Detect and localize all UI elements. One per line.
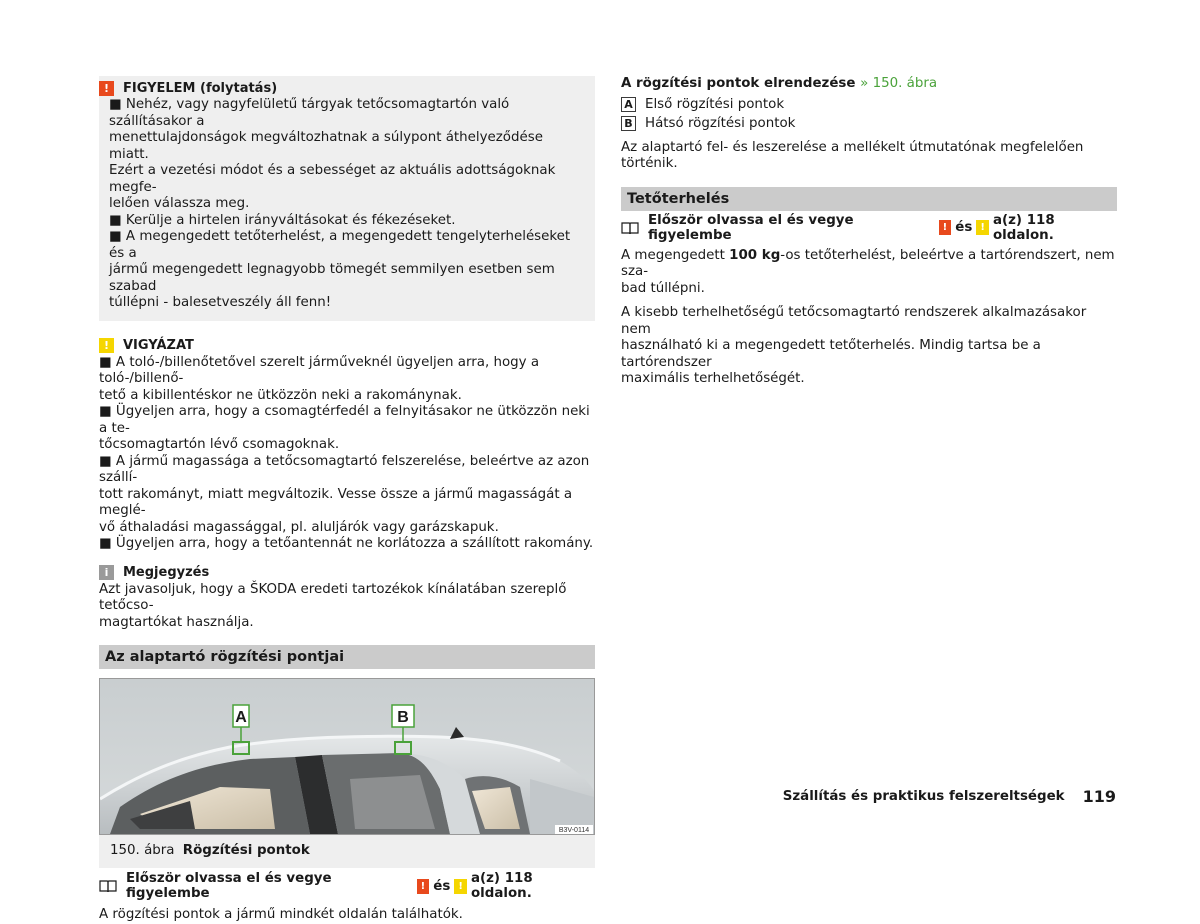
warning-ref-icon: ! (417, 879, 430, 894)
warning-ref-icon: ! (939, 220, 952, 235)
layout-heading: A rögzítési pontok elrendezése (621, 76, 856, 91)
figure-code: B3V-0114 (558, 827, 590, 834)
caution-box (99, 337, 595, 553)
note-line: magtartókat használja. (99, 614, 254, 630)
note-line: Azt javasoljuk, hogy a ŠKODA eredeti tartozékok kínálatában szereplő tetőcso- (99, 581, 567, 613)
warning-line: ■ Nehéz, vagy nagyfelületű tárgyak tetőcsomagtartón való szállításakor a (109, 97, 510, 129)
warning-title: FIGYELEM (folytatás) (123, 80, 278, 96)
warning-text (99, 97, 583, 312)
car-roof-drawing (100, 679, 594, 834)
read-first-text: Először olvassa el és vegye figyelembe (126, 871, 332, 901)
page-footer (783, 787, 1116, 806)
figure-number: 150. ábra (110, 843, 175, 858)
warning-box (99, 76, 595, 321)
caution-line: ■ Ügyeljen arra, hogy a csomagtérfedél a felnyitásakor ne ütközzön neki a te- (99, 404, 590, 436)
chapter-title: Szállítás és praktikus felszereltségek (782, 789, 1065, 804)
read-first-line (621, 212, 1117, 243)
caution-ref-icon: ! (976, 220, 989, 235)
left-column (99, 76, 595, 924)
legend-text: Első rögzítési pontok (645, 96, 785, 112)
caution-title: VIGYÁZAT (123, 338, 194, 353)
figure-150 (99, 678, 595, 868)
read-first-page-link[interactable]: a(z) 118 oldalon. (470, 871, 533, 901)
caution-line: ■ A jármű magassága a tetőcsomagtartó felszerelése, beleértve az azon szállí- (99, 453, 590, 485)
figure-title: Rögzítési pontok (182, 843, 310, 858)
max-load-line: használható ki a megengedett tetőterhelés. Mindig tartsa be a tartórendszer (621, 338, 1041, 370)
section-heading-roof-load (621, 187, 1117, 211)
load-text-prefix: A megengedett (621, 247, 730, 263)
section-title: Az alaptartó rögzítési pontjai (105, 649, 345, 665)
warning-line: Ezért a vezetési módot és a sebességet az aktuális adottságoknak megfe- (109, 163, 556, 195)
read-first-and: és (955, 220, 973, 235)
legend-item (621, 114, 1117, 134)
caution-ref-icon: ! (454, 879, 467, 894)
car-roof-illustration (99, 678, 595, 835)
legend-text: Hátsó rögzítési pontok (645, 116, 796, 132)
section-title: Tetőterhelés (627, 190, 730, 207)
warning-line: ■ A megengedett tetőterhelést, a megengedett tengelyterheléseket és a (109, 229, 571, 261)
warning-title-row (99, 79, 583, 97)
legend-key: B (621, 116, 636, 131)
caution-line: tető a kibillentéskor ne ütközzön neki a rakománynak. (99, 387, 462, 403)
book-icon (99, 879, 117, 893)
note-title: Megjegyzés (123, 565, 210, 580)
book-icon (621, 221, 639, 235)
caution-text (99, 355, 595, 553)
right-column (621, 76, 1117, 388)
info-note-icon: i (99, 565, 114, 580)
read-first-and: és (433, 878, 451, 894)
section-heading-mount-points (99, 645, 595, 669)
load-text-line2: bad túllépni. (621, 280, 705, 296)
read-first-page-link[interactable]: a(z) 118 oldalon. (992, 212, 1055, 243)
warning-line: ■ Kerülje a hirtelen irányváltásokat és fékezéseket. (109, 212, 456, 228)
load-value: 100 kg (729, 247, 781, 263)
figure-caption (99, 835, 595, 867)
warning-line: lelően válassza meg. (109, 196, 250, 211)
note-title-row (99, 564, 595, 582)
caution-sign-icon: ! (99, 338, 114, 353)
figure-label-b: B (397, 709, 409, 726)
load-paragraph (621, 248, 1117, 298)
caution-line: tott rakományt, miatt megváltozik. Vesse össze a jármű magasságát a meglé- (99, 486, 573, 518)
load-text-suffix: -os tetőterhelést, beleértve a tartórendszert, nem sza- (621, 247, 1115, 279)
read-first-text: Először olvassa el és vegye figyelembe (648, 212, 854, 243)
page-number: 119 (1082, 787, 1116, 806)
caution-line: ■ A toló-/billenőtetővel szerelt járműveknél ügyeljen arra, hogy a toló-/billenő- (99, 354, 540, 386)
caution-title-row (99, 337, 595, 355)
max-load-line: maximális terhelhetőségét. (621, 371, 805, 386)
warning-line: menettulajdonságok megváltozhatnak a súlypont áthelyeződése miatt. (109, 130, 543, 162)
caution-line: ■ Ügyeljen arra, hogy a tetőantennát ne korlátozza a szállított rakomány. (99, 536, 594, 551)
legend-item (621, 95, 1117, 115)
legend-list (621, 95, 1117, 134)
read-first-line (99, 871, 595, 901)
warning-sign-icon: ! (99, 81, 114, 96)
note-text (99, 582, 595, 632)
caution-line: vő áthaladási magassággal, pl. aluljárók vagy garázskapuk. (99, 519, 499, 535)
mount-paragraph: Az alaptartó fel- és leszerelése a mellékelt útmutatónak megfelelően történik. (621, 139, 1084, 171)
figure-label-a: A (235, 709, 247, 726)
closing-paragraph: A rögzítési pontok a jármű mindkét oldalán találhatók. (99, 907, 463, 922)
legend-key: A (621, 97, 636, 112)
warning-line: jármű megengedett legnagyobb tömegét semmilyen esetben sem szabad (109, 262, 555, 294)
max-load-line: A kisebb terhelhetőségű tetőcsomagtartó rendszerek alkalmazásakor nem (621, 305, 1087, 337)
max-load-paragraph (621, 305, 1117, 388)
layout-heading-line (621, 76, 1117, 93)
warning-line: túllépni - balesetveszély áll fenn! (109, 295, 332, 310)
note-box (99, 564, 595, 632)
caution-line: tőcsomagtartón lévő csomagoknak. (99, 437, 340, 452)
figure-reference-link[interactable]: » 150. ábra (860, 76, 938, 91)
